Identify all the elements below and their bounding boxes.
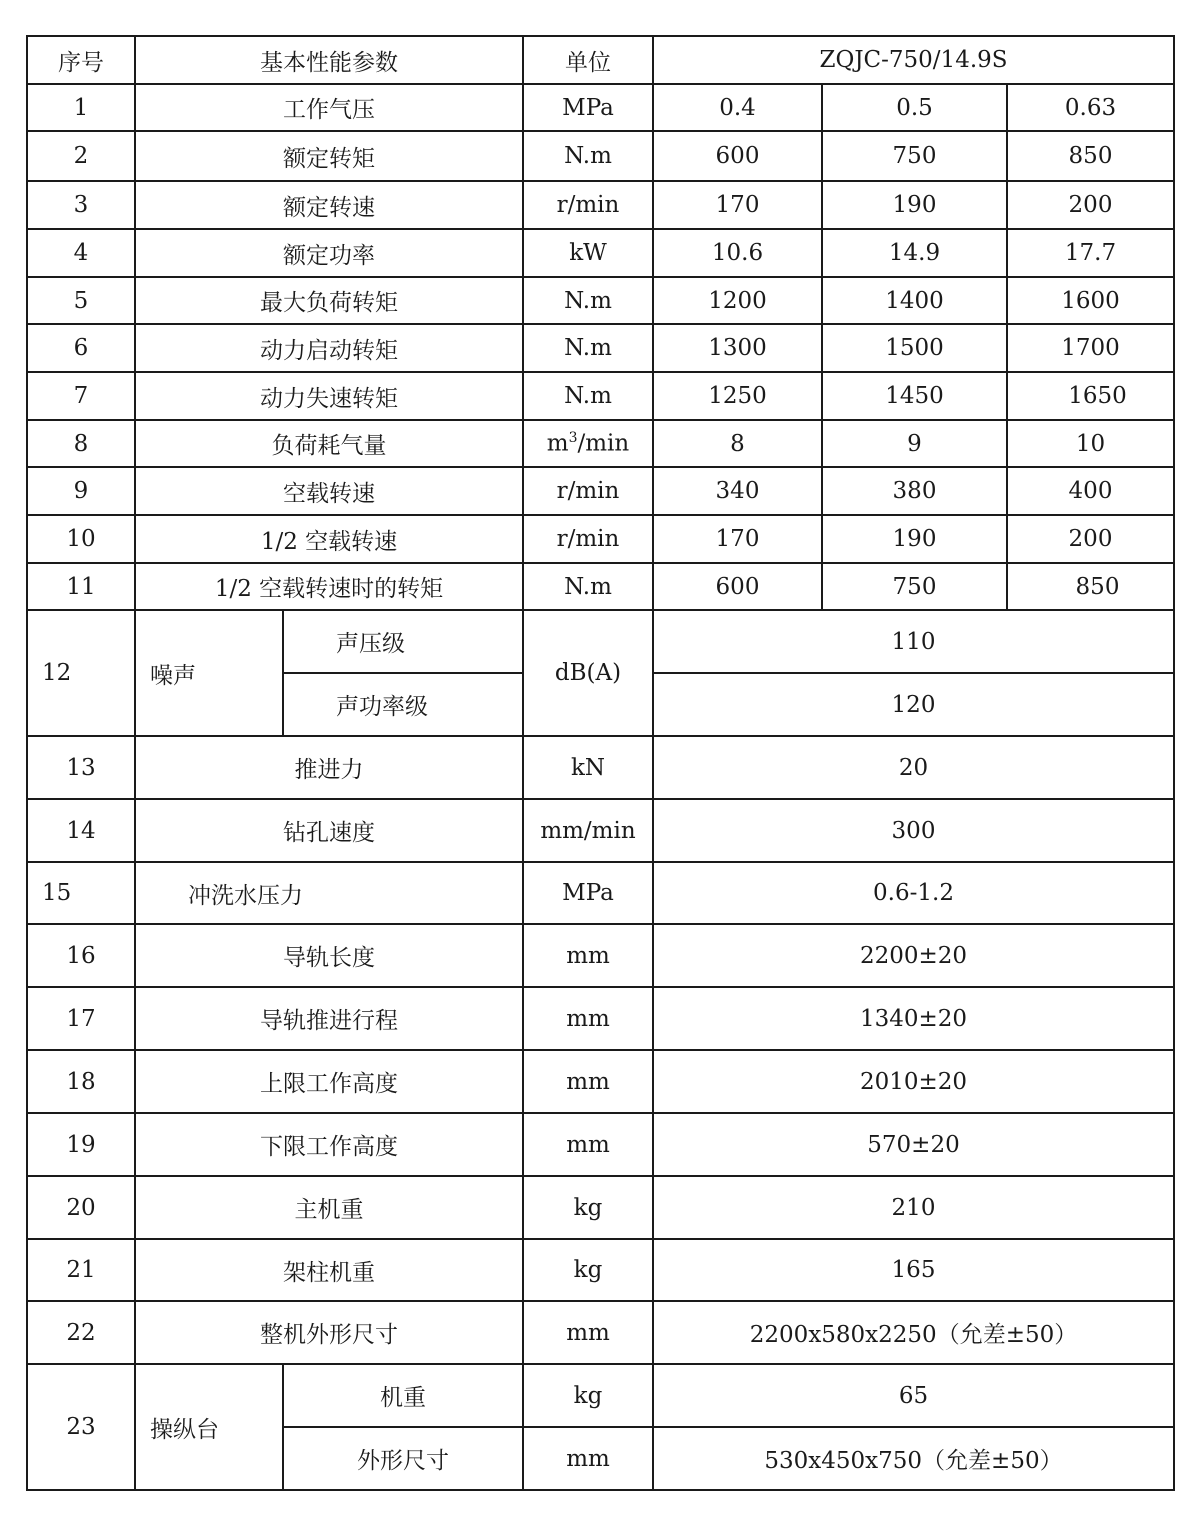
row-no: 17 xyxy=(27,987,135,1050)
row-param: 导轨推进行程 xyxy=(135,987,523,1050)
row-unit: N.m xyxy=(523,563,653,610)
table-row xyxy=(27,1239,1174,1301)
row-unit: mm xyxy=(523,1113,653,1176)
row-value-1: 1300 xyxy=(653,324,822,372)
row-value-2: 190 xyxy=(822,181,1007,229)
console-sub-value: 65 xyxy=(653,1364,1174,1427)
row-unit: mm/min xyxy=(523,799,653,862)
row-value: 1340±20 xyxy=(653,987,1174,1050)
row-value-1: 8 xyxy=(653,420,822,467)
header-unit: 单位 xyxy=(523,36,653,84)
row-no: 15 xyxy=(27,862,135,924)
row-value-1: 170 xyxy=(653,181,822,229)
row-param: 架柱机重 xyxy=(135,1239,523,1301)
console-sub-unit: kg xyxy=(523,1364,653,1427)
console-sub-param: 外形尺寸 xyxy=(283,1427,523,1490)
row-value-3: 10 xyxy=(1007,420,1174,467)
row-no: 4 xyxy=(27,229,135,277)
row-value-2: 0.5 xyxy=(822,84,1007,131)
row-param: 负荷耗气量 xyxy=(135,420,523,467)
noise-label: 噪声 xyxy=(135,610,283,736)
table-row xyxy=(27,1113,1174,1176)
row-value-1: 0.4 xyxy=(653,84,822,131)
row-value-1: 600 xyxy=(653,131,822,181)
row-no: 22 xyxy=(27,1301,135,1364)
header-param: 基本性能参数 xyxy=(135,36,523,84)
unit-superscript: 3 xyxy=(568,430,578,447)
spec-table xyxy=(26,35,1175,1491)
row-value-1: 340 xyxy=(653,467,822,515)
row-param: 主机重 xyxy=(135,1176,523,1239)
row-no: 13 xyxy=(27,736,135,799)
row-no: 23 xyxy=(27,1364,135,1490)
row-value-3: 850 xyxy=(1007,563,1174,610)
table-row xyxy=(27,1301,1174,1364)
header-no: 序号 xyxy=(27,36,135,84)
row-unit: mm xyxy=(523,924,653,987)
row-param: 工作气压 xyxy=(135,84,523,131)
row-value-1: 1200 xyxy=(653,277,822,324)
table-row xyxy=(27,862,1174,924)
row-value-3: 17.7 xyxy=(1007,229,1174,277)
table-row xyxy=(27,131,1174,181)
row-param: 冲洗水压力 xyxy=(135,862,523,924)
row-value-2: 750 xyxy=(822,563,1007,610)
row-param: 1/2 空载转速 xyxy=(135,515,523,563)
console-sub-value: 530x450x750（允差±50） xyxy=(653,1427,1174,1490)
row-unit: kg xyxy=(523,1176,653,1239)
row-param: 钻孔速度 xyxy=(135,799,523,862)
table-row xyxy=(27,1176,1174,1239)
console-sub-unit: mm xyxy=(523,1427,653,1490)
table-row xyxy=(27,277,1174,324)
row-value-3: 400 xyxy=(1007,467,1174,515)
row-no: 10 xyxy=(27,515,135,563)
row-value-3: 1700 xyxy=(1007,324,1174,372)
table-row xyxy=(27,467,1174,515)
row-param: 动力失速转矩 xyxy=(135,372,523,420)
row-unit: r/min xyxy=(523,467,653,515)
row-no: 19 xyxy=(27,1113,135,1176)
row-no: 2 xyxy=(27,131,135,181)
row-param: 导轨长度 xyxy=(135,924,523,987)
unit-base: m xyxy=(546,430,569,457)
row-value: 2200x580x2250（允差±50） xyxy=(653,1301,1174,1364)
row-param: 上限工作高度 xyxy=(135,1050,523,1113)
row-no: 1 xyxy=(27,84,135,131)
unit-rest: /min xyxy=(577,430,630,457)
noise-row xyxy=(27,610,1174,673)
row-value: 165 xyxy=(653,1239,1174,1301)
row-value: 0.6-1.2 xyxy=(653,862,1174,924)
row-param: 额定功率 xyxy=(135,229,523,277)
table-row xyxy=(27,181,1174,229)
console-label: 操纵台 xyxy=(135,1364,283,1490)
row-unit xyxy=(523,420,653,467)
row-value-1: 1250 xyxy=(653,372,822,420)
row-no: 6 xyxy=(27,324,135,372)
console-sub-param: 机重 xyxy=(283,1364,523,1427)
row-unit: kN xyxy=(523,736,653,799)
row-value-2: 750 xyxy=(822,131,1007,181)
row-value-2: 9 xyxy=(822,420,1007,467)
table-row xyxy=(27,372,1174,420)
row-no: 3 xyxy=(27,181,135,229)
noise-sub-param: 声压级 xyxy=(283,610,523,673)
row-unit: r/min xyxy=(523,181,653,229)
row-value: 2200±20 xyxy=(653,924,1174,987)
table-row xyxy=(27,924,1174,987)
table-row xyxy=(27,1050,1174,1113)
row-value: 570±20 xyxy=(653,1113,1174,1176)
table-row xyxy=(27,736,1174,799)
row-value-2: 1400 xyxy=(822,277,1007,324)
row-no: 12 xyxy=(27,610,135,736)
row-param: 额定转矩 xyxy=(135,131,523,181)
row-value: 300 xyxy=(653,799,1174,862)
row-value-3: 200 xyxy=(1007,515,1174,563)
row-value-1: 10.6 xyxy=(653,229,822,277)
row-unit: N.m xyxy=(523,372,653,420)
row-value-2: 14.9 xyxy=(822,229,1007,277)
noise-value: 120 xyxy=(653,673,1174,736)
row-param: 动力启动转矩 xyxy=(135,324,523,372)
row-unit: r/min xyxy=(523,515,653,563)
row-unit: kW xyxy=(523,229,653,277)
row-value: 2010±20 xyxy=(653,1050,1174,1113)
row-unit: MPa xyxy=(523,84,653,131)
row-value-3: 200 xyxy=(1007,181,1174,229)
row-no: 9 xyxy=(27,467,135,515)
row-param: 推进力 xyxy=(135,736,523,799)
row-value-2: 1450 xyxy=(822,372,1007,420)
row-value-2: 380 xyxy=(822,467,1007,515)
table-row xyxy=(27,324,1174,372)
table-row xyxy=(27,799,1174,862)
row-unit: N.m xyxy=(523,277,653,324)
row-unit: mm xyxy=(523,1050,653,1113)
row-param: 最大负荷转矩 xyxy=(135,277,523,324)
table-row xyxy=(27,563,1174,610)
row-no: 7 xyxy=(27,372,135,420)
row-unit: N.m xyxy=(523,131,653,181)
row-value-3: 1600 xyxy=(1007,277,1174,324)
table-row xyxy=(27,229,1174,277)
row-param: 下限工作高度 xyxy=(135,1113,523,1176)
row-no: 18 xyxy=(27,1050,135,1113)
row-value-1: 170 xyxy=(653,515,822,563)
table-row xyxy=(27,987,1174,1050)
row-unit: mm xyxy=(523,987,653,1050)
row-value-2: 190 xyxy=(822,515,1007,563)
row-value-1: 600 xyxy=(653,563,822,610)
row-no: 20 xyxy=(27,1176,135,1239)
row-param: 整机外形尺寸 xyxy=(135,1301,523,1364)
row-unit: mm xyxy=(523,1301,653,1364)
table-row xyxy=(27,84,1174,131)
row-param: 额定转速 xyxy=(135,181,523,229)
row-value-2: 1500 xyxy=(822,324,1007,372)
row-no: 8 xyxy=(27,420,135,467)
header-row xyxy=(27,36,1174,84)
row-no: 16 xyxy=(27,924,135,987)
row-value-3: 1650 xyxy=(1007,372,1174,420)
row-no: 14 xyxy=(27,799,135,862)
table-row xyxy=(27,420,1174,467)
row-no: 5 xyxy=(27,277,135,324)
table-row xyxy=(27,515,1174,563)
noise-sub-param: 声功率级 xyxy=(283,673,523,736)
row-value-3: 0.63 xyxy=(1007,84,1174,131)
row-unit: kg xyxy=(523,1239,653,1301)
row-unit: N.m xyxy=(523,324,653,372)
row-value: 20 xyxy=(653,736,1174,799)
row-value: 210 xyxy=(653,1176,1174,1239)
row-no: 11 xyxy=(27,563,135,610)
noise-value: 110 xyxy=(653,610,1174,673)
console-row xyxy=(27,1364,1174,1427)
row-unit: MPa xyxy=(523,862,653,924)
row-no: 21 xyxy=(27,1239,135,1301)
noise-unit: dB(A) xyxy=(523,610,653,736)
row-value-3: 850 xyxy=(1007,131,1174,181)
row-param: 1/2 空载转速时的转矩 xyxy=(135,563,523,610)
header-model: ZQJC-750/14.9S xyxy=(653,36,1174,84)
row-param: 空载转速 xyxy=(135,467,523,515)
